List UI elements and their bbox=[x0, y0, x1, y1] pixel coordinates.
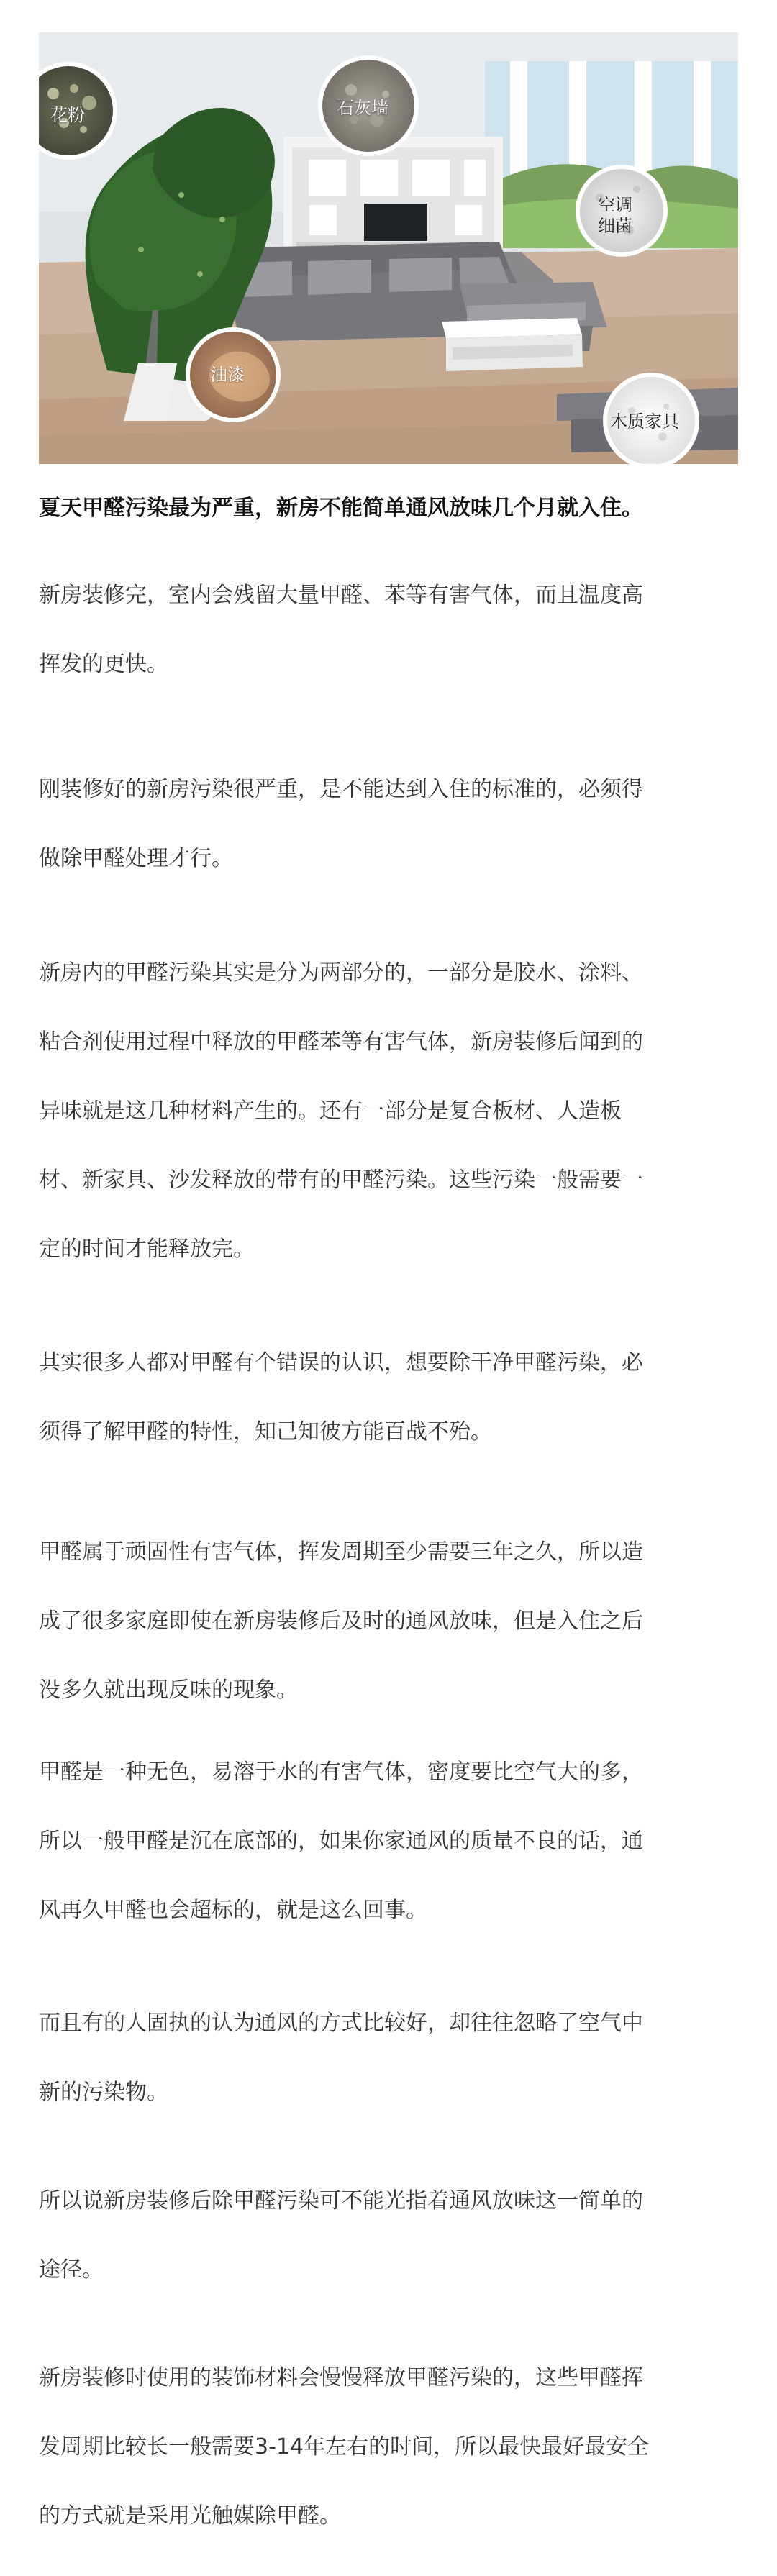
living-room-illustration bbox=[39, 32, 738, 464]
paragraph-7: 而且有的人固执的认为通风的方式比较好，却往往忽略了空气中 新的污染物。 bbox=[39, 2011, 643, 2105]
paragraph-4: 其实很多人都对甲醛有个错误的认识，想要除干净甲醛污染，必 须得了解甲醛的特性，知己知彼方能百战不殆。 bbox=[39, 1350, 643, 1444]
paragraph-8: 所以说新房装修后除甲醛污染可不能光指着通风放味这一简单的 途径。 bbox=[39, 2188, 643, 2283]
paint-label: 油漆 bbox=[210, 365, 245, 385]
paragraph-2: 刚装修好的新房污染很严重，是不能达到入住的标准的，必须得 做除甲醛处理才行。 bbox=[39, 777, 643, 871]
wood-furniture-label: 木质家具 bbox=[610, 411, 679, 432]
paragraph-6: 甲醛是一种无色，易溶于水的有害气体，密度要比空气大的多， 所以一般甲醛是沉在底部的，如果你家通风的质量不良的话，通 风再久甲醛也会超标的，就是这么回事。 bbox=[39, 1760, 643, 1923]
paragraph-3: 新房内的甲醛污染其实是分为两部分的，一部分是胶水、涂料、 粘合剂使用过程中释放的甲醛苯等有害气体，新房装修后闻到的 异味就是这几种材料产生的。还有一部分是复合板材、人造板 材、新家具、沙发释放的带有的甲醛污染。这些污染一般需要一 定的时间才能释放完。 bbox=[39, 960, 643, 1262]
paragraph-1: 新房装修完，室内会残留大量甲醛、苯等有害气体，而且温度高 挥发的更快。 bbox=[39, 583, 643, 677]
hero-image bbox=[39, 32, 738, 464]
pollen-label: 花粉 bbox=[50, 105, 85, 125]
lime-wall-label: 石灰墙 bbox=[337, 98, 388, 118]
paragraph-5: 甲醛属于顽固性有害气体，挥发周期至少需要三年之久，所以造 成了很多家庭即使在新房装修后及时的通风放味，但是入住之后 没多久就出现反味的现象。 bbox=[39, 1539, 643, 1703]
paragraph-9: 新房装修时使用的装饰材料会慢慢释放甲醛污染的，这些甲醛挥 发周期比较长一般需要3-14年左右的时间，所以最快最好最安全 的方式就是采用光触媒除甲醛。 bbox=[39, 2365, 650, 2529]
lead-text: 夏天甲醛污染最为严重，新房不能简单通风放味几个月就入住。 bbox=[39, 496, 643, 521]
ac-bacteria-label: 空调 细菌 bbox=[598, 195, 632, 236]
